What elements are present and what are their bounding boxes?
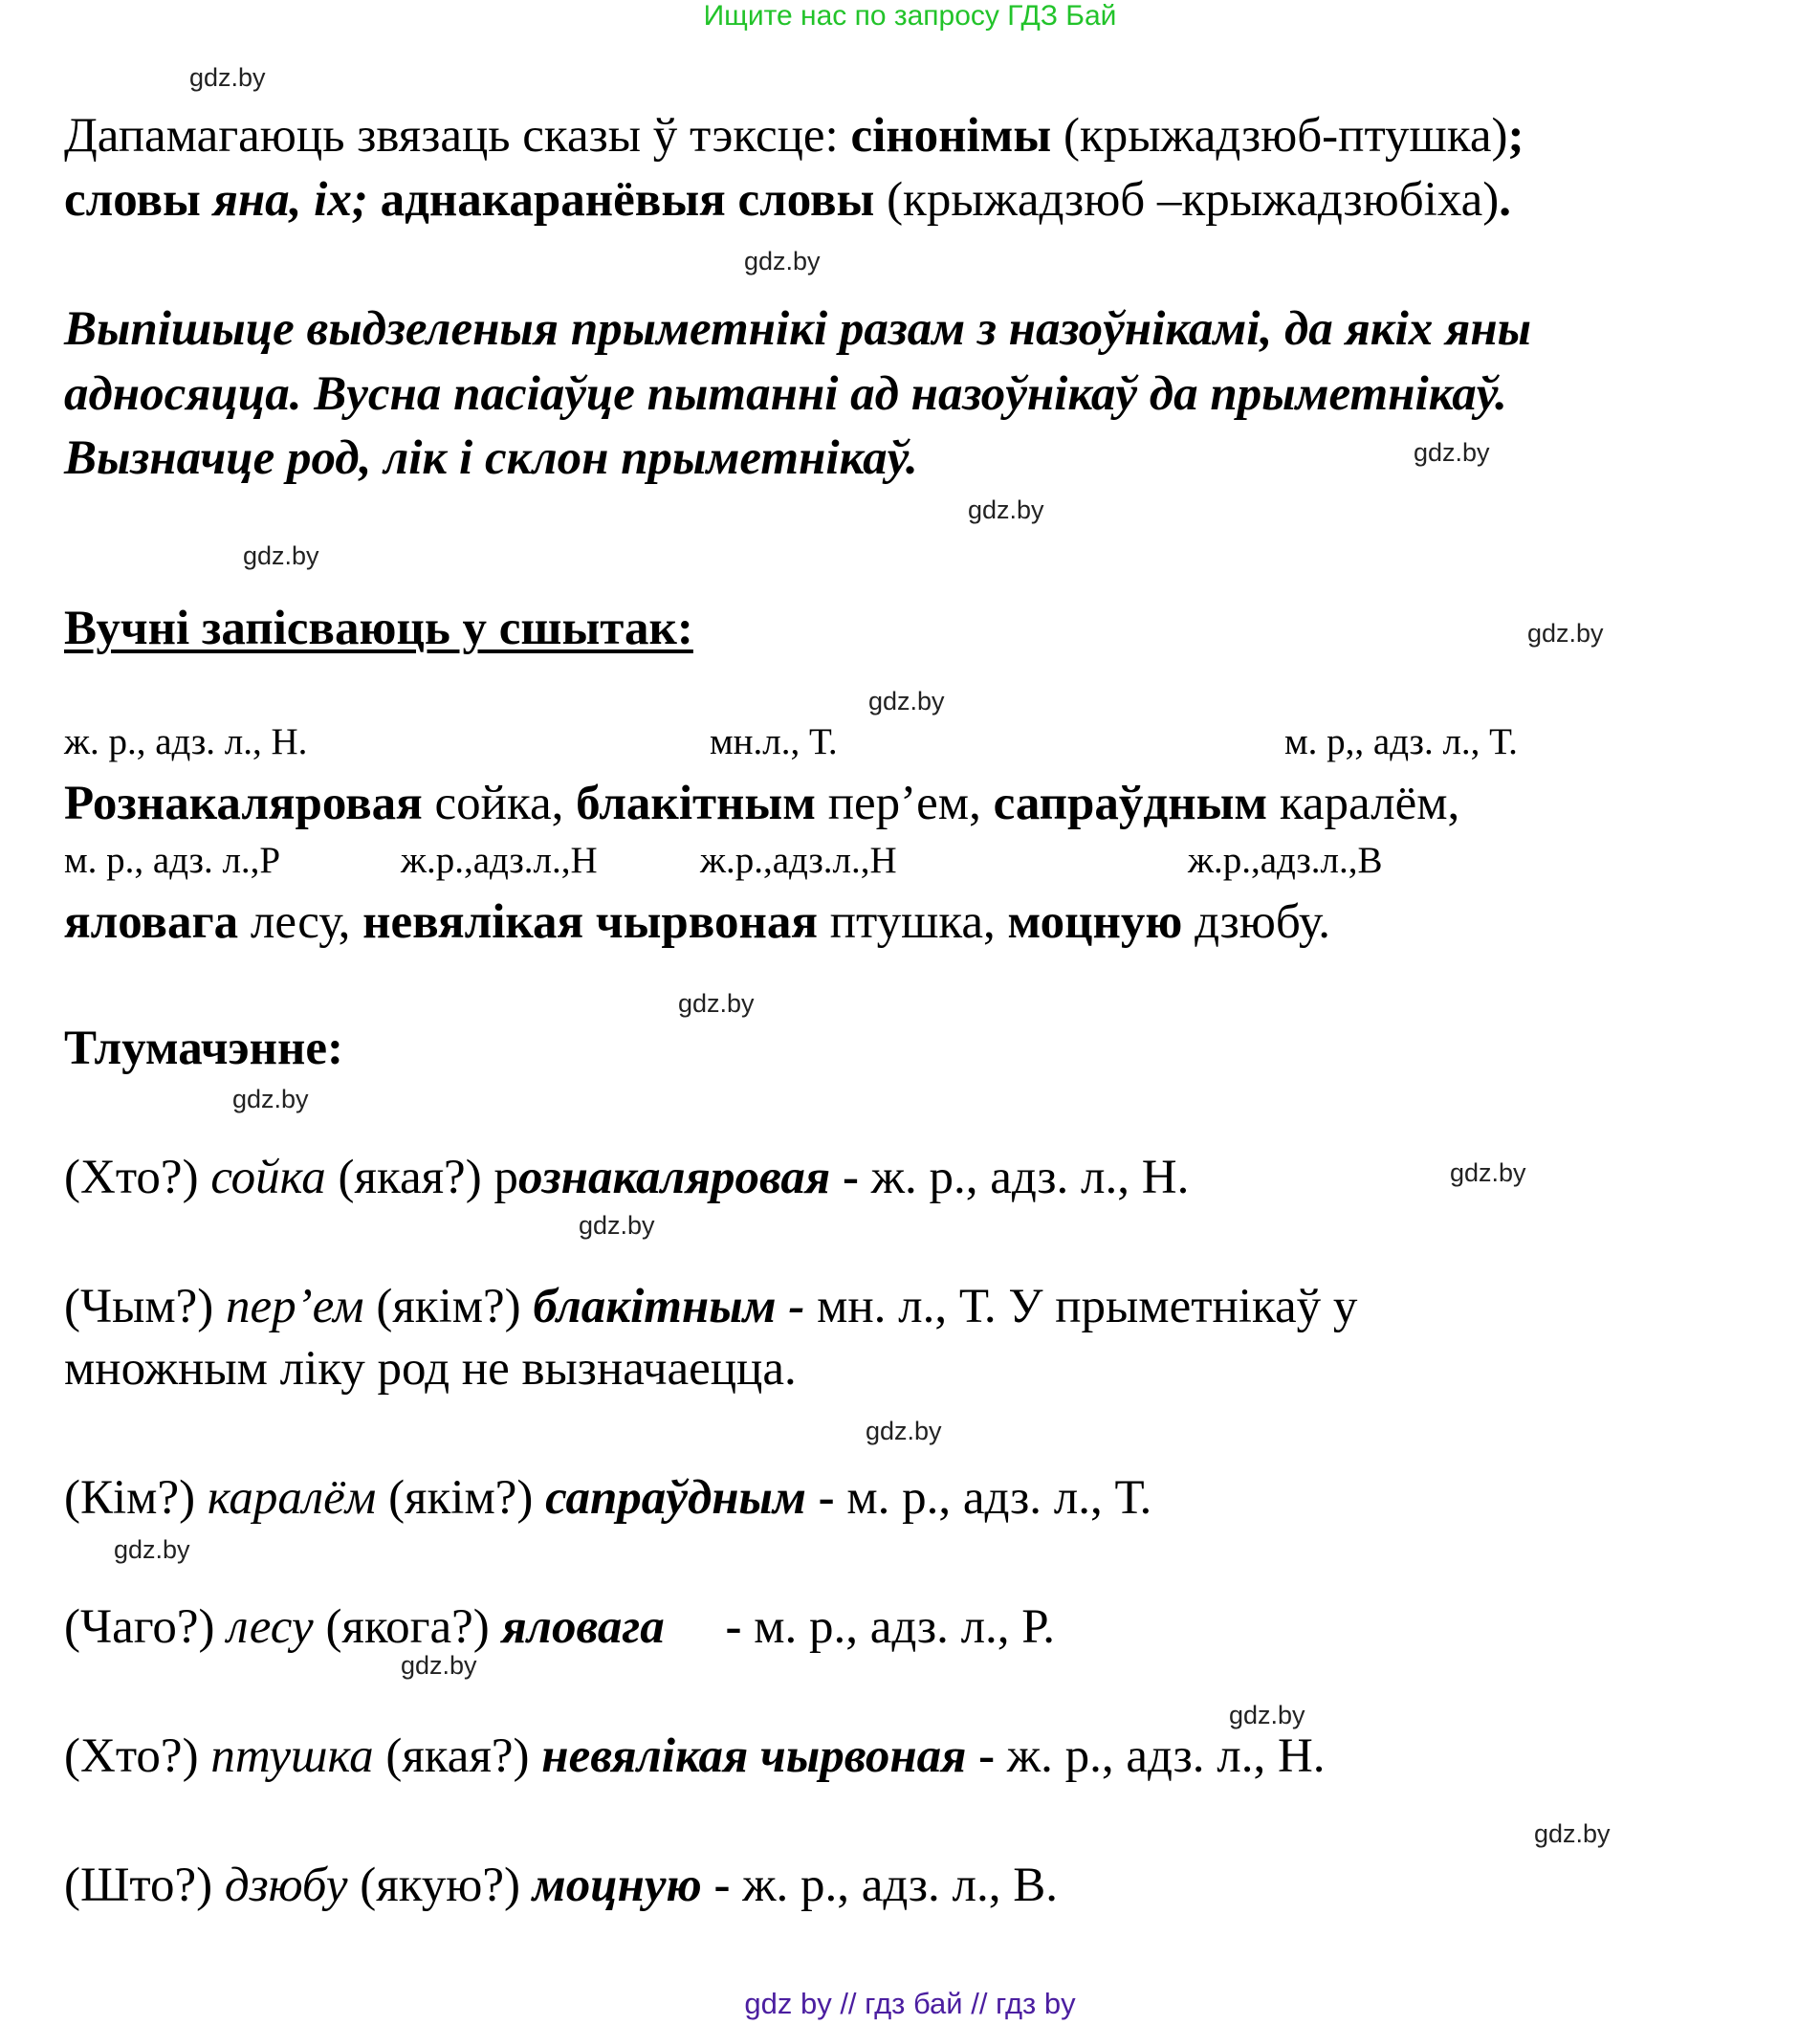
grammar-label: ж.р.,адз.л.,Н — [401, 840, 598, 881]
text-segment: пер’ем — [226, 1280, 364, 1333]
gdz-watermark: gdz.by — [1450, 1158, 1526, 1187]
grammar-label: мн.л., Т. — [710, 721, 838, 762]
explanation-ptushka — [64, 1726, 1326, 1787]
explanation-perem — [64, 1276, 1357, 1337]
gdz-watermark: gdz.by — [678, 989, 755, 1018]
gdz-watermark: gdz.by — [1534, 1819, 1611, 1848]
task-line-1 — [64, 298, 1531, 360]
text-segment: (якая?) — [373, 1729, 542, 1783]
text-segment: мн. л., Т. У прыметнікаў у — [804, 1280, 1358, 1333]
gdz-watermark: gdz.by — [401, 1651, 477, 1680]
explanation-dzyubu — [64, 1855, 1058, 1916]
footer-watermark: gdz by // гдз бай // гдз by — [744, 1987, 1076, 2020]
text-segment: ж. р., адз. л., В. — [742, 1859, 1059, 1912]
text-segment: блакітным — [576, 777, 816, 830]
notebook-line-2 — [64, 891, 1330, 953]
text-segment: (крыжадзюб –крыжадзюбіха) — [874, 173, 1500, 227]
text-segment: (Хто?) — [64, 1151, 211, 1204]
text-segment: лесу, — [238, 895, 363, 949]
gdz-watermark: gdz.by — [868, 687, 945, 715]
gdz-watermark: gdz.by — [1229, 1701, 1305, 1729]
gdz-watermark: gdz.by — [866, 1417, 942, 1445]
text-segment: - — [664, 1600, 755, 1654]
text-segment: птушка, — [817, 895, 1008, 949]
text-segment: м. р., адз. л., Т. — [846, 1471, 1152, 1525]
text-segment: (якім?) — [376, 1471, 546, 1525]
grammar-label: ж.р.,адз.л.,В — [1188, 840, 1383, 881]
text-segment: (якую?) — [347, 1859, 533, 1912]
text-segment: моцную — [1007, 895, 1183, 949]
text-segment: словы — [64, 173, 213, 227]
text-segment: м. р., адз. л., Р. — [754, 1600, 1056, 1654]
text-segment: сінонімы — [850, 109, 1052, 163]
text-segment: аднакаранёвыя словы — [367, 173, 875, 227]
gdz-watermark: gdz.by — [968, 495, 1044, 524]
text-segment: - — [830, 1151, 871, 1204]
text-segment: (якая?) р — [325, 1151, 518, 1204]
gdz-watermark: gdz.by — [232, 1085, 309, 1113]
text-segment: (Чаго?) — [64, 1600, 228, 1654]
text-segment: Рознакаляровая — [64, 777, 423, 830]
gdz-watermark: gdz.by — [243, 541, 319, 570]
text-segment: ж. р., адз. л., Н. — [870, 1151, 1190, 1204]
gdz-watermark: gdz.by — [189, 63, 266, 92]
text-segment: (якім?) — [363, 1280, 534, 1333]
text-segment: яна, іх; — [212, 173, 368, 227]
explanation-soika — [64, 1147, 1189, 1208]
text-segment: каралём — [207, 1471, 377, 1525]
gdz-watermark: gdz.by — [1527, 619, 1604, 648]
text-segment: . — [1499, 173, 1512, 227]
text-segment: невялікая чырвоная — [541, 1729, 967, 1783]
text-segment: сойка, — [422, 777, 577, 830]
text-segment: - — [701, 1859, 743, 1912]
text-segment: (Што?) — [64, 1859, 225, 1912]
text-segment: пер’ем, — [816, 777, 994, 830]
text-segment: (Кім?) — [64, 1471, 208, 1525]
text-segment: яловага — [501, 1600, 665, 1654]
task-line-3 — [64, 428, 918, 489]
search-banner: Ищите нас по запросу ГДЗ Бай — [703, 0, 1117, 32]
text-segment: Тлумачэнне: — [64, 1022, 343, 1075]
grammar-label: м. р., адз. л.,Р — [64, 840, 281, 881]
text-segment: моцную — [532, 1859, 702, 1912]
explanation-perem-cont — [64, 1338, 797, 1399]
explanation-karalem — [64, 1467, 1151, 1529]
gdz-watermark: gdz.by — [744, 247, 821, 275]
text-segment: Дапамагаюць звязаць сказы ў тэксце: — [64, 109, 851, 163]
text-segment: (Хто?) — [64, 1729, 211, 1783]
text-segment: ; — [1507, 109, 1524, 163]
text-segment: каралём, — [1267, 777, 1460, 830]
text-segment: Вучні запісваюць у сшытак: — [64, 602, 693, 655]
text-segment: дзюбу — [224, 1859, 348, 1912]
text-segment: множным ліку род не вызначаецца. — [64, 1342, 797, 1396]
text-segment: сойка — [210, 1151, 326, 1204]
notebook-heading — [64, 598, 693, 659]
text-segment: Вызначце род, лік і склон прыметнікаў. — [64, 431, 918, 485]
text-segment: дзюбу. — [1182, 895, 1331, 949]
text-segment: - — [966, 1729, 1007, 1783]
text-segment: (якога?) — [313, 1600, 502, 1654]
gdz-watermark: gdz.by — [579, 1211, 655, 1240]
text-segment: птушка — [210, 1729, 374, 1783]
intro-line-2 — [64, 169, 1511, 231]
explanation-lesu — [64, 1596, 1055, 1658]
notebook-line-1 — [64, 773, 1459, 834]
explanation-heading — [64, 1018, 343, 1079]
grammar-label: ж. р., адз. л., Н. — [64, 721, 308, 762]
gdz-watermark: gdz.by — [114, 1535, 190, 1564]
text-segment: сапраўдным — [993, 777, 1268, 830]
grammar-label: м. р,, адз. л., Т. — [1284, 721, 1518, 762]
text-segment: блакітным - — [533, 1280, 805, 1333]
text-segment: лесу — [227, 1600, 314, 1654]
text-segment: яловага — [64, 895, 239, 949]
text-segment: (крыжадзюб-птушка) — [1051, 109, 1508, 163]
text-segment: (Чым?) — [64, 1280, 227, 1333]
text-segment: адносяцца. Вусна пасіаўце пытанні ад назоўнікаў да прыметнікаў. — [64, 367, 1507, 421]
text-segment: - — [805, 1471, 847, 1525]
text-segment: Выпішыце выдзеленыя прыметнікі разам з назоўнікамі, да якіх яны — [64, 302, 1532, 356]
text-segment: сапраўдным — [545, 1471, 806, 1525]
intro-line-1 — [64, 105, 1524, 166]
grammar-label: ж.р.,адз.л.,Н — [700, 840, 897, 881]
text-segment: ж. р., адз. л., Н. — [1006, 1729, 1326, 1783]
task-line-2 — [64, 363, 1507, 425]
text-segment: невялікая чырвоная — [362, 895, 818, 949]
text-segment: ознакаляровая — [517, 1151, 831, 1204]
gdz-watermark: gdz.by — [1414, 438, 1490, 467]
